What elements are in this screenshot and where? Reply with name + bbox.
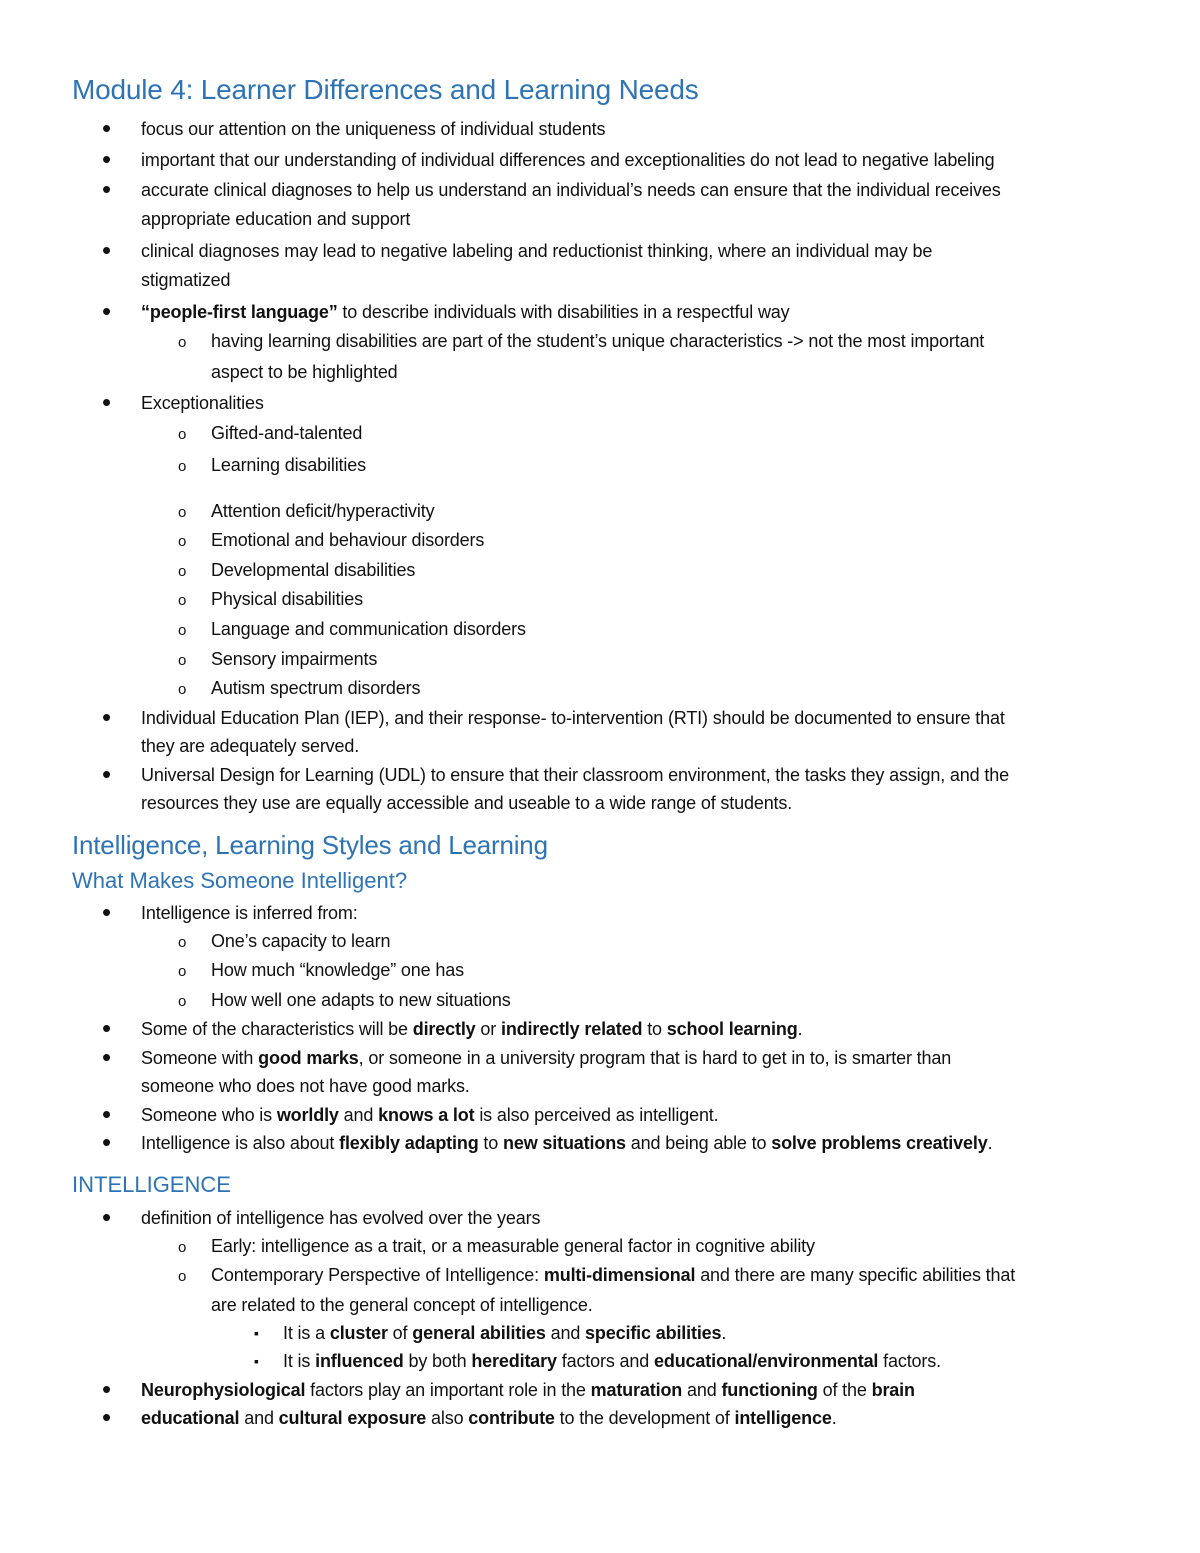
- keyword: flexibly adapting: [339, 1133, 479, 1153]
- list-item: Universal Design for Learning (UDL) to ensure that their classroom environment, the tasks they assign, and the: [141, 765, 1009, 785]
- text-run: Someone who is: [141, 1105, 277, 1125]
- list-item: important that our understanding of individual differences and exceptionalities do not lead to negative labeling: [141, 150, 995, 170]
- exceptionality-item: Sensory impairments: [211, 649, 378, 669]
- text-run: Contemporary Perspective of Intelligence:: [211, 1265, 544, 1285]
- sub-bullet-marker: o: [178, 1239, 187, 1256]
- bullet-marker: •: [102, 1202, 112, 1232]
- text-run: It is: [283, 1351, 316, 1371]
- text-run: to: [642, 1019, 667, 1039]
- sub-bullet-marker: o: [178, 458, 187, 475]
- text-run: of: [387, 1323, 413, 1343]
- text-run: or: [475, 1019, 501, 1039]
- text-run: also: [426, 1408, 469, 1428]
- text-run: It is a: [283, 1323, 330, 1343]
- bullet-marker: •: [102, 759, 112, 789]
- keyword: Neurophysiological: [141, 1380, 306, 1400]
- section-title: Intelligence, Learning Styles and Learning: [72, 830, 548, 860]
- list-item: [141, 1047, 951, 1069]
- keyword: contribute: [468, 1408, 555, 1428]
- section-title: INTELLIGENCE: [72, 1172, 231, 1197]
- keyword: maturation: [590, 1380, 683, 1400]
- bullet-marker: •: [102, 1042, 112, 1072]
- text-run: .: [831, 1408, 837, 1428]
- list-item: clinical diagnoses may lead to negative labeling and reductionist thinking, where an individual may be: [141, 241, 933, 261]
- exceptionality-item: Attention deficit/hyperactivity: [211, 501, 435, 521]
- list-item-continued: stigmatized: [141, 270, 231, 290]
- keyword: good marks: [258, 1048, 359, 1068]
- third-level-item: [283, 1322, 726, 1344]
- text-run: .: [797, 1019, 803, 1039]
- sub-list-item: How much “knowledge” one has: [211, 960, 464, 980]
- text-run: .: [721, 1323, 727, 1343]
- bullet-marker: •: [102, 113, 112, 143]
- text-run: and being able to: [625, 1133, 772, 1153]
- sub-bullet-marker: o: [178, 592, 187, 609]
- text-run: Some of the characteristics will be: [141, 1019, 413, 1039]
- list-item: focus our attention on the uniqueness of individual students: [141, 119, 606, 139]
- sub-list-item: One’s capacity to learn: [211, 931, 391, 951]
- list-item: [141, 1407, 837, 1429]
- sub-bullet-marker: o: [178, 533, 187, 550]
- square-bullet-marker: ▪: [254, 1353, 259, 1369]
- text-run: and: [682, 1380, 722, 1400]
- bullet-marker: •: [102, 144, 112, 174]
- text-run: of the: [817, 1380, 872, 1400]
- text-run: factors and: [556, 1351, 654, 1371]
- bullet-marker: •: [102, 174, 112, 204]
- keyword: knows a lot: [378, 1105, 475, 1125]
- keyword: general abilities: [412, 1323, 546, 1343]
- keyword: educational: [141, 1408, 240, 1428]
- bullet-marker: •: [102, 897, 112, 927]
- keyword: worldly: [276, 1105, 339, 1125]
- text-run: and: [545, 1323, 586, 1343]
- square-bullet-marker: ▪: [254, 1325, 259, 1341]
- text-run: to: [478, 1133, 503, 1153]
- keyword: functioning: [721, 1380, 818, 1400]
- sub-bullet-marker: o: [178, 934, 187, 951]
- exceptionality-item: Autism spectrum disorders: [211, 678, 421, 698]
- keyword: new situations: [503, 1133, 626, 1153]
- section-subtitle: What Makes Someone Intelligent?: [72, 868, 408, 893]
- exceptionality-item: Gifted-and-talented: [211, 423, 363, 443]
- list-item: [141, 1132, 992, 1154]
- sub-list-item: having learning disabilities are part of the student’s unique characteristics -> not the most important: [211, 331, 985, 351]
- keyword: influenced: [315, 1351, 404, 1371]
- list-item: accurate clinical diagnoses to help us understand an individual’s needs can ensure that the individual receives: [141, 180, 1001, 200]
- sub-list-item-continued: are related to the general concept of intelligence.: [211, 1295, 593, 1315]
- list-item-continued: resources they use are equally accessible and useable to a wide range of students.: [141, 793, 793, 813]
- list-item: Intelligence is inferred from:: [141, 903, 358, 923]
- bullet-marker: •: [102, 1099, 112, 1129]
- sub-bullet-marker: o: [178, 963, 187, 980]
- list-item: [141, 301, 790, 323]
- keyword: hereditary: [471, 1351, 557, 1371]
- text-run: and there are many specific abilities that: [695, 1265, 1016, 1285]
- exceptionality-item: Emotional and behaviour disorders: [211, 530, 485, 550]
- text-run: Someone with: [141, 1048, 259, 1068]
- sub-bullet-marker: o: [178, 426, 187, 443]
- list-item-continued: appropriate education and support: [141, 209, 411, 229]
- bullet-marker: •: [102, 1127, 112, 1157]
- text-run: by both: [403, 1351, 472, 1371]
- sub-bullet-marker: o: [178, 563, 187, 580]
- list-item: [141, 1018, 802, 1040]
- keyword: educational/environmental: [653, 1351, 879, 1371]
- keyword: directly: [412, 1019, 476, 1039]
- sub-bullet-marker: o: [178, 652, 187, 669]
- text-run: to describe individuals with disabilities in a respectful way: [337, 302, 790, 322]
- text-run: factors play an important role in the: [305, 1380, 591, 1400]
- list-item-continued: someone who does not have good marks.: [141, 1076, 470, 1096]
- bullet-marker: •: [102, 387, 112, 417]
- sub-list-item-continued: aspect to be highlighted: [211, 362, 398, 382]
- sub-bullet-marker: o: [178, 504, 187, 521]
- keyword: solve problems creatively: [771, 1133, 988, 1153]
- exceptionality-item: Physical disabilities: [211, 589, 363, 609]
- text-run: is also perceived as intelligent.: [474, 1105, 719, 1125]
- exceptionality-item: Language and communication disorders: [211, 619, 526, 639]
- exceptionality-item: Learning disabilities: [211, 455, 366, 475]
- bullet-marker: •: [102, 296, 112, 326]
- sub-bullet-marker: o: [178, 681, 187, 698]
- text-run: .: [987, 1133, 993, 1153]
- bullet-marker: •: [102, 1402, 112, 1432]
- keyword: intelligence: [734, 1408, 832, 1428]
- sub-list-item: Early: intelligence as a trait, or a measurable general factor in cognitive ability: [211, 1236, 815, 1256]
- keyword: multi-dimensional: [543, 1265, 696, 1285]
- text-run: factors.: [878, 1351, 941, 1371]
- text-run: Intelligence is also about: [141, 1133, 340, 1153]
- list-item: [141, 1104, 719, 1126]
- list-item: definition of intelligence has evolved over the years: [141, 1208, 541, 1228]
- sub-bullet-marker: o: [178, 334, 187, 351]
- keyword: cultural exposure: [278, 1408, 427, 1428]
- bullet-marker: •: [102, 1374, 112, 1404]
- module-title: Module 4: Learner Differences and Learning Needs: [72, 74, 699, 105]
- sub-list-item: [211, 1264, 1015, 1286]
- keyword: brain: [871, 1380, 915, 1400]
- third-level-item: [283, 1350, 941, 1372]
- text-run: and: [239, 1408, 279, 1428]
- sub-bullet-marker: o: [178, 622, 187, 639]
- sub-bullet-marker: o: [178, 993, 187, 1010]
- keyword: school learning: [666, 1019, 798, 1039]
- text-run: and: [338, 1105, 379, 1125]
- sub-list-item: How well one adapts to new situations: [211, 990, 511, 1010]
- bullet-marker: •: [102, 235, 112, 265]
- text-run: to the development of: [554, 1408, 735, 1428]
- keyword: “people-first language”: [141, 302, 338, 322]
- keyword: cluster: [329, 1323, 388, 1343]
- list-item: [141, 1379, 915, 1401]
- list-item-continued: they are adequately served.: [141, 736, 360, 756]
- bullet-marker: •: [102, 1013, 112, 1043]
- list-item: Exceptionalities: [141, 393, 264, 413]
- exceptionality-item: Developmental disabilities: [211, 560, 416, 580]
- keyword: indirectly related: [500, 1019, 643, 1039]
- bullet-marker: •: [102, 702, 112, 732]
- list-item: Individual Education Plan (IEP), and their response- to-intervention (RTI) should be documented to ensure that: [141, 708, 1005, 728]
- sub-bullet-marker: o: [178, 1268, 187, 1285]
- text-run: , or someone in a university program that is hard to get in to, is smarter than: [358, 1048, 952, 1068]
- keyword: specific abilities: [585, 1323, 722, 1343]
